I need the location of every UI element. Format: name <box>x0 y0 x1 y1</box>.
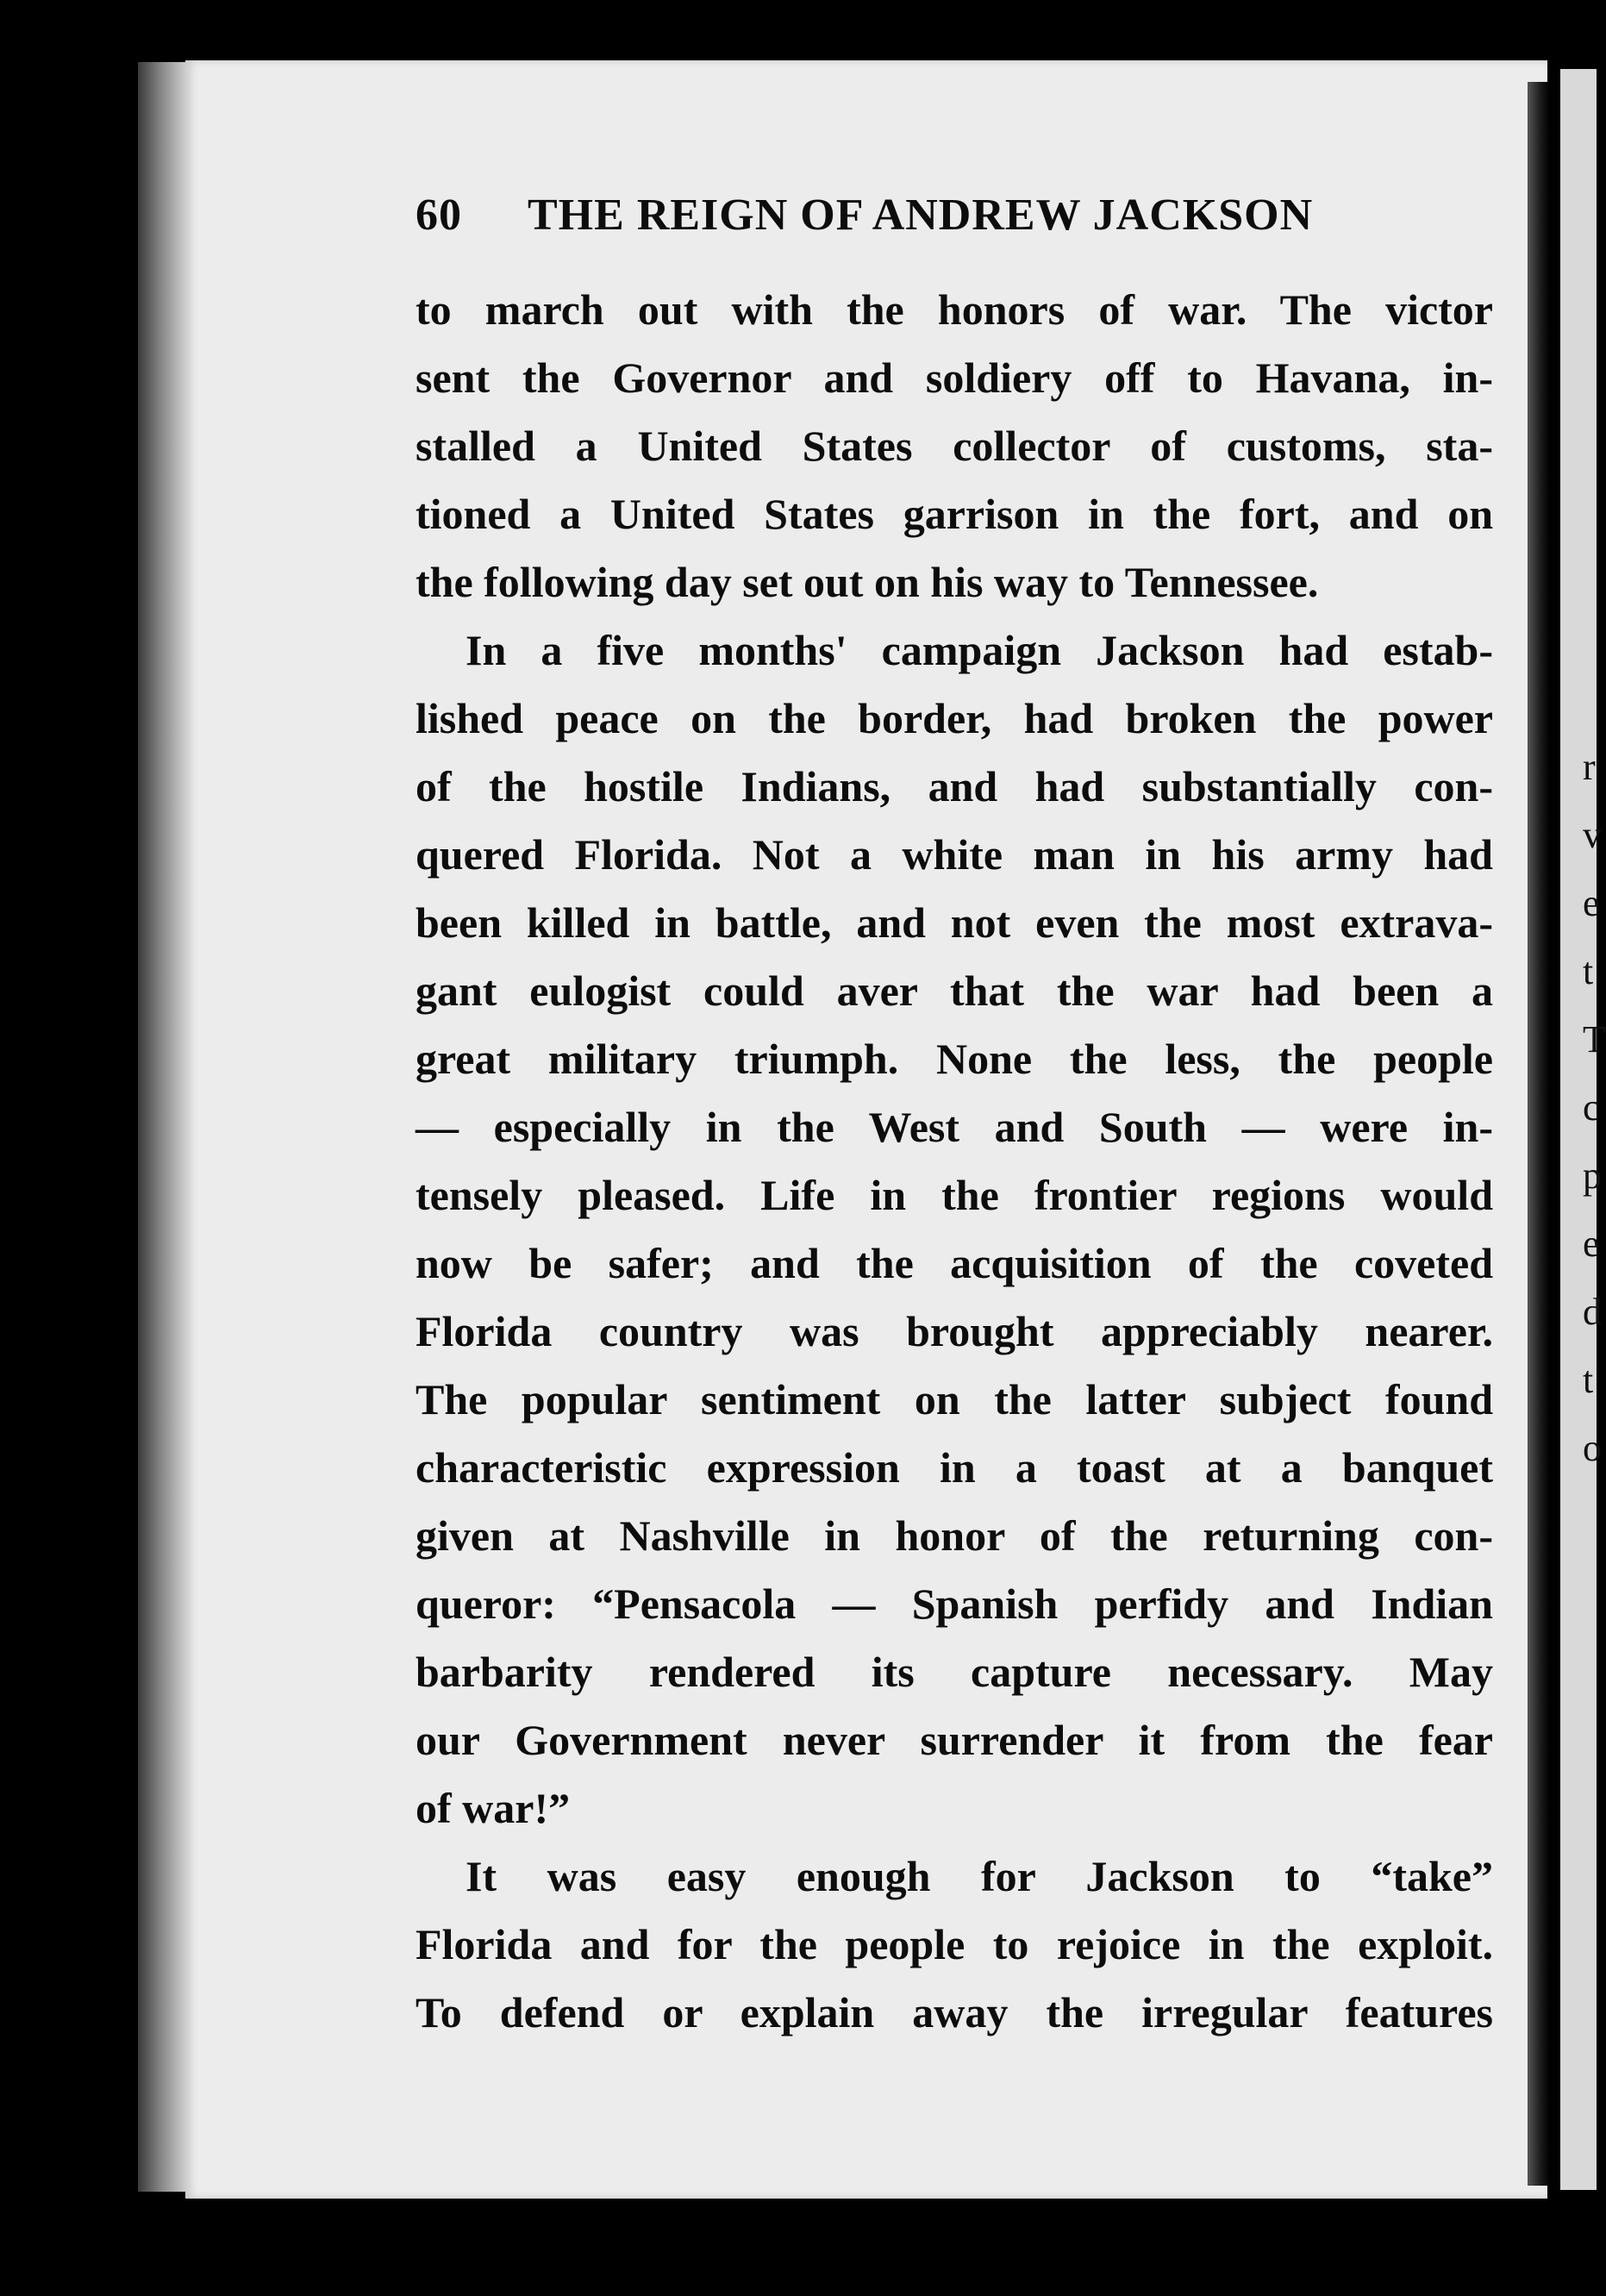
text-line: The popular sentiment on the latter subject found <box>416 1375 1493 1423</box>
facing-page-letter: r <box>1583 746 1596 788</box>
text-line: the following day set out on his way to Tennessee. <box>416 558 1319 606</box>
facing-page-letter: T <box>1583 1018 1606 1060</box>
text-line: lished peace on the border, had broken the power <box>416 694 1493 742</box>
text-line: now be safer; and the acquisition of the coveted <box>416 1239 1493 1287</box>
text-line: quered Florida. Not a white man in his army had <box>416 830 1493 879</box>
text-line: — especially in the West and South — were in- <box>416 1103 1493 1151</box>
text-line: sent the Governor and soldiery off to Havana, in- <box>416 353 1493 402</box>
text-line: of war!” <box>416 1784 571 1832</box>
text-line: been killed in battle, and not even the most extrava- <box>416 898 1493 947</box>
facing-page-letter: o <box>1583 1427 1602 1469</box>
text-line: tioned a United States garrison in the fort, and on <box>416 490 1493 538</box>
text-line: barbarity rendered its capture necessary. May <box>416 1648 1493 1696</box>
text-line: Florida country was brought appreciably nearer. <box>416 1307 1493 1355</box>
facing-page-letter: c <box>1583 1086 1600 1129</box>
page-number: 60 <box>416 191 462 240</box>
text-line: great military triumph. None the less, the people <box>416 1035 1493 1083</box>
text-line: gant eulogist could aver that the war had been a <box>416 967 1493 1015</box>
text-line: to march out with the honors of war. The victor <box>416 285 1493 334</box>
text-line: queror: “Pensacola — Spanish perfidy and Indian <box>416 1580 1493 1628</box>
facing-page-letter: t <box>1583 950 1594 992</box>
facing-page-letter: e <box>1583 882 1600 924</box>
text-line: In a five months' campaign Jackson had estab- <box>466 626 1493 674</box>
facing-page-letter: v <box>1583 814 1602 856</box>
page-gutter-shadow <box>1528 82 1550 2186</box>
text-line: characteristic expression in a toast at a banquet <box>416 1443 1493 1492</box>
text-line: Florida and for the people to rejoice in the exploit. <box>416 1920 1493 1968</box>
text-line: given at Nashville in honor of the returning con- <box>416 1511 1493 1560</box>
facing-page-letter: t <box>1583 1359 1594 1401</box>
text-line: our Government never surrender it from the fear <box>416 1716 1493 1764</box>
facing-page-letter: d <box>1583 1291 1602 1333</box>
facing-page-letter: e <box>1583 1223 1600 1265</box>
facing-page-letter: p <box>1583 1154 1602 1197</box>
text-line: It was easy enough for Jackson to “take” <box>466 1852 1493 1900</box>
text-line: stalled a United States collector of customs, sta- <box>416 422 1493 470</box>
text-line: tensely pleased. Life in the frontier regions would <box>416 1171 1493 1219</box>
facing-page-letters <box>1583 733 1606 1482</box>
running-header <box>416 190 1484 241</box>
text-line: To defend or explain away the irregular features <box>416 1988 1493 2036</box>
text-line: of the hostile Indians, and had substantially con- <box>416 762 1493 810</box>
body-text <box>416 276 1493 2047</box>
running-title: THE REIGN OF ANDREW JACKSON <box>528 191 1314 240</box>
